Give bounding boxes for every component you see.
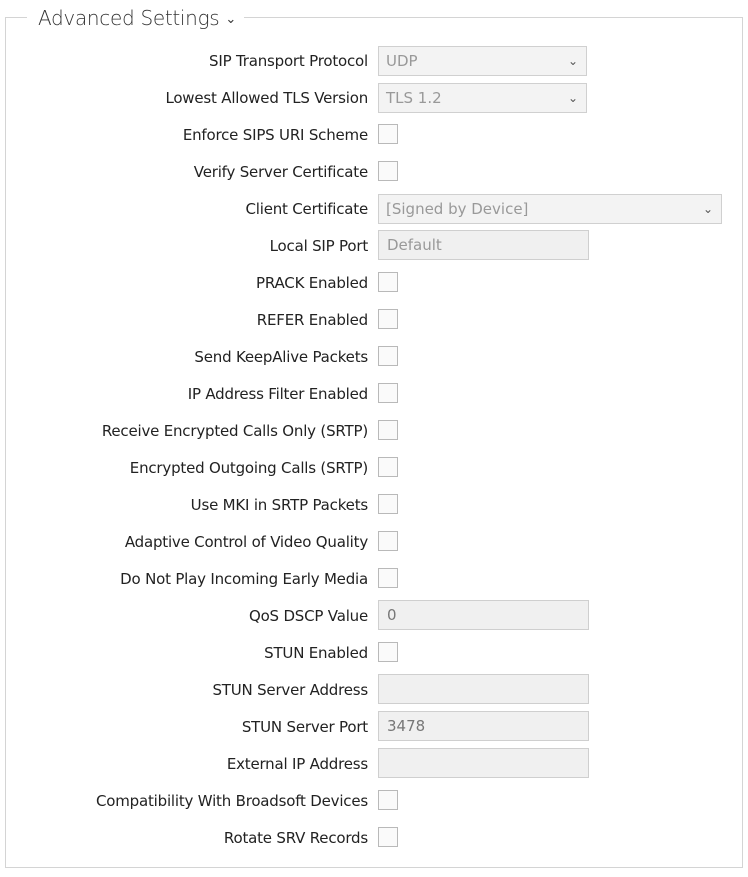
send-keepalive-label: Send KeepAlive Packets <box>194 348 368 366</box>
chevron-down-icon: ⌄ <box>567 54 578 68</box>
verify-server-certificate-label: Verify Server Certificate <box>193 163 368 181</box>
row-refer-enabled <box>0 304 748 336</box>
panel-border-left <box>5 17 27 18</box>
panel-border-right <box>236 17 742 18</box>
enforce-sips-label: Enforce SIPS URI Scheme <box>182 126 368 144</box>
row-stun-server-address <box>0 674 748 706</box>
sip-transport-protocol-select[interactable] <box>378 46 587 76</box>
encrypted-outgoing-checkbox[interactable] <box>378 457 398 477</box>
stun-server-address-label: STUN Server Address <box>212 681 368 699</box>
external-ip-input[interactable] <box>378 748 589 778</box>
refer-enabled-label: REFER Enabled <box>256 311 368 329</box>
use-mki-label: Use MKI in SRTP Packets <box>190 496 368 514</box>
adaptive-video-label: Adaptive Control of Video Quality <box>124 533 368 551</box>
stun-server-port-label: STUN Server Port <box>241 718 368 736</box>
chevron-down-icon: ⌄ <box>567 91 578 105</box>
ip-filter-enabled-checkbox[interactable] <box>378 383 398 403</box>
section-title: Advanced Settings <box>38 6 220 30</box>
row-stun-enabled <box>0 637 748 669</box>
broadsoft-compat-checkbox[interactable] <box>378 790 398 810</box>
enforce-sips-checkbox[interactable] <box>378 124 398 144</box>
row-sip-transport-protocol <box>0 45 748 77</box>
local-sip-port-input[interactable]: Default <box>378 230 589 260</box>
row-verify-server-certificate <box>0 156 748 188</box>
row-ip-filter-enabled <box>0 378 748 410</box>
row-receive-encrypted-only <box>0 415 748 447</box>
adaptive-video-checkbox[interactable] <box>378 531 398 551</box>
client-certificate-label: Client Certificate <box>245 200 368 218</box>
chevron-down-icon: ⌄ <box>702 202 713 216</box>
row-stun-server-port <box>0 711 748 743</box>
row-broadsoft-compat <box>0 785 748 817</box>
rotate-srv-label: Rotate SRV Records <box>223 829 368 847</box>
section-header-advanced-settings[interactable] <box>38 4 244 32</box>
client-certificate-select[interactable] <box>378 194 722 224</box>
prack-enabled-checkbox[interactable] <box>378 272 398 292</box>
qos-dscp-label: QoS DSCP Value <box>248 607 368 625</box>
prack-enabled-label: PRACK Enabled <box>256 274 368 292</box>
stun-server-address-input[interactable] <box>378 674 589 704</box>
row-send-keepalive <box>0 341 748 373</box>
no-early-media-checkbox[interactable] <box>378 568 398 588</box>
rotate-srv-checkbox[interactable] <box>378 827 398 847</box>
stun-enabled-label: STUN Enabled <box>264 644 368 662</box>
row-rotate-srv <box>0 822 748 854</box>
use-mki-checkbox[interactable] <box>378 494 398 514</box>
client-certificate-value: [Signed by Device] <box>386 200 529 218</box>
row-adaptive-video <box>0 526 748 558</box>
lowest-tls-version-label: Lowest Allowed TLS Version <box>165 89 368 107</box>
row-prack-enabled <box>0 267 748 299</box>
row-lowest-tls-version <box>0 82 748 114</box>
row-no-early-media <box>0 563 748 595</box>
stun-server-port-input[interactable]: 3478 <box>378 711 589 741</box>
encrypted-outgoing-label: Encrypted Outgoing Calls (SRTP) <box>129 459 368 477</box>
verify-server-certificate-checkbox[interactable] <box>378 161 398 181</box>
lowest-tls-version-select[interactable] <box>378 83 587 113</box>
external-ip-label: External IP Address <box>226 755 368 773</box>
row-local-sip-port <box>0 230 748 262</box>
row-use-mki <box>0 489 748 521</box>
stun-enabled-checkbox[interactable] <box>378 642 398 662</box>
row-client-certificate <box>0 193 748 225</box>
receive-encrypted-only-checkbox[interactable] <box>378 420 398 440</box>
receive-encrypted-only-label: Receive Encrypted Calls Only (SRTP) <box>101 422 368 440</box>
row-encrypted-outgoing <box>0 452 748 484</box>
sip-transport-protocol-value: UDP <box>386 52 418 70</box>
qos-dscp-input[interactable]: 0 <box>378 600 589 630</box>
broadsoft-compat-label: Compatibility With Broadsoft Devices <box>96 792 368 810</box>
lowest-tls-version-value: TLS 1.2 <box>386 89 442 107</box>
no-early-media-label: Do Not Play Incoming Early Media <box>120 570 368 588</box>
send-keepalive-checkbox[interactable] <box>378 346 398 366</box>
ip-filter-enabled-label: IP Address Filter Enabled <box>187 385 368 403</box>
sip-transport-protocol-label: SIP Transport Protocol <box>209 52 368 70</box>
local-sip-port-label: Local SIP Port <box>269 237 368 255</box>
chevron-down-icon: ⌄ <box>225 12 236 27</box>
refer-enabled-checkbox[interactable] <box>378 309 398 329</box>
row-external-ip <box>0 748 748 780</box>
row-enforce-sips <box>0 119 748 151</box>
row-qos-dscp <box>0 600 748 632</box>
